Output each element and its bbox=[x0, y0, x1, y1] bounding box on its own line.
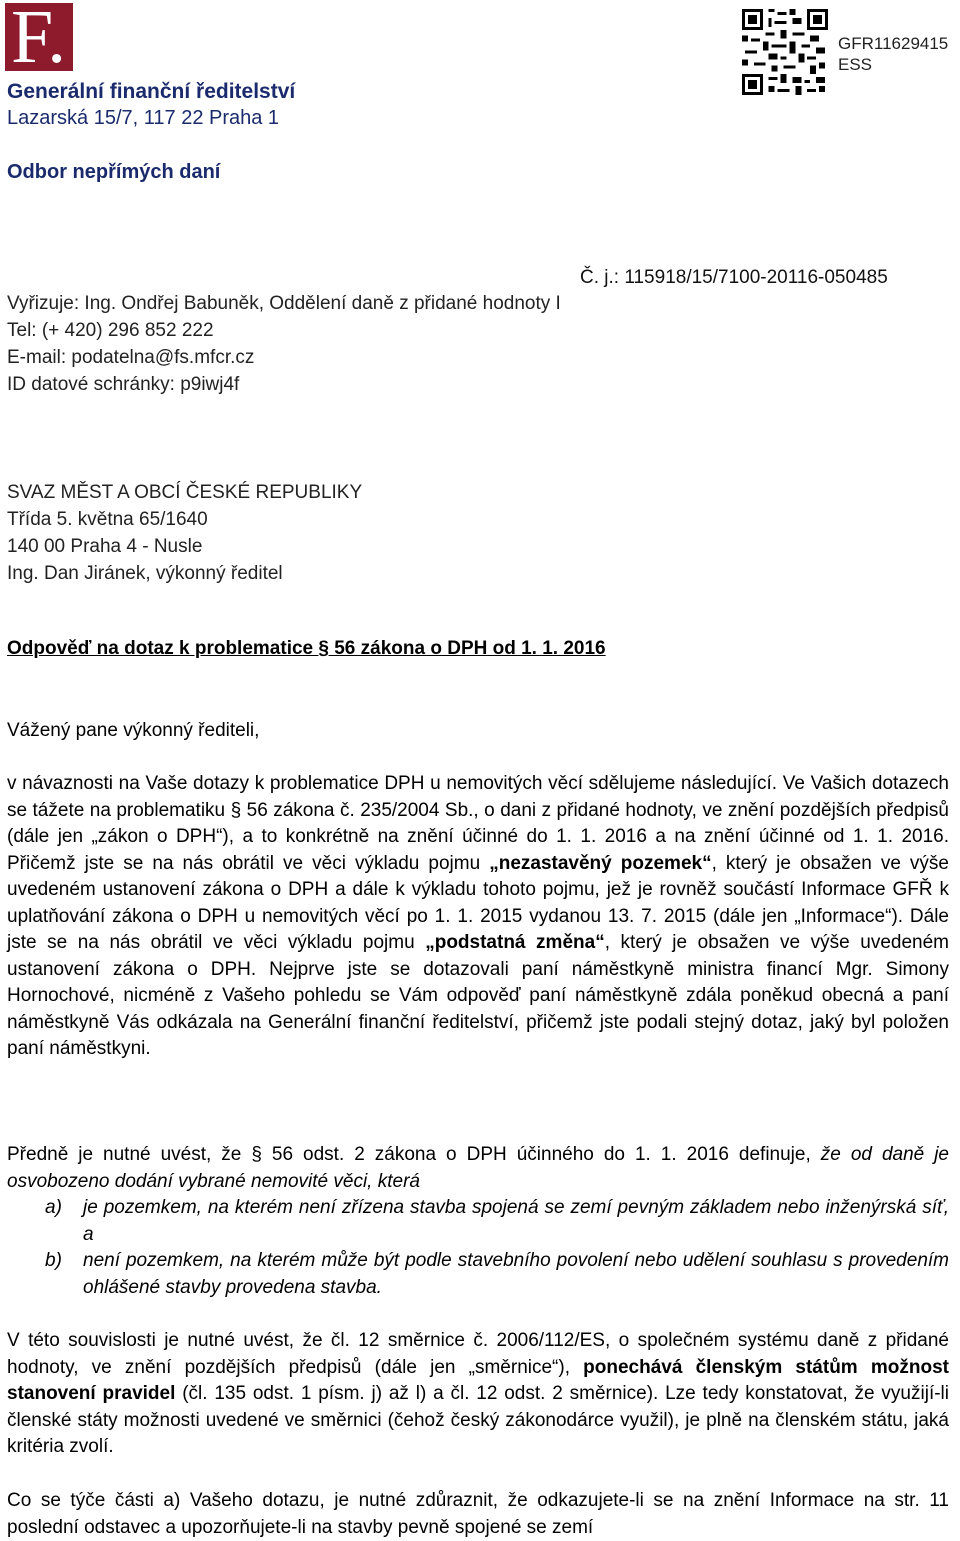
paragraph-3-text: V této souvislosti je nutné uvést, že čl. 12 směrnice č. 2006/112/ES, o společném systému daně z přidané hodnoty, ve znění pozdějších předpisů (dále jen „směrnice“), bbox=[7, 1330, 949, 1378]
term-unbuilt-land: „nezastavěný pozemek“ bbox=[489, 852, 712, 874]
reference-number: Č. j.: 115918/15/7100-20116-050485 bbox=[580, 267, 888, 288]
financial-administration-logo bbox=[5, 0, 73, 79]
paragraph-3-text: (čl. 135 odst. 1 písm. j) až l) a čl. 12 odst. 2 směrnice). Lze tedy konstatovat, že využijí-li členské státy možnosti uvedené ve směrnici (čehož český zákonodárce využil), je plně na členském státu, jaká kritéria zvolí. bbox=[7, 1383, 949, 1457]
contact-handler: Vyřizuje: Ing. Ondřej Babuněk, Oddělení daně z přidané hodnoty I bbox=[7, 293, 561, 314]
exemption-conditions-list bbox=[45, 1195, 949, 1301]
contact-phone: Tel: (+ 420) 296 852 222 bbox=[7, 320, 214, 341]
paragraph-2-text: Předně je nutné uvést, že § 56 odst. 2 zákona o DPH účinného do 1. 1. 2016 definuje, bbox=[7, 1144, 821, 1165]
paragraph-1-text: v návaznosti na Vaše dotazy k problematice DPH u nemovitých věcí sdělujeme následující. Ve Vašich dotazech se tážete na problematiku § 56 zákona č. 235/2004 Sb., o dani z přidané hodnoty, ve znění pozdějších předpisů (dále jen „zákon o DPH“), a to konkrétně na znění účinné do 1. 1. 2016 a na znění účinné od 1. 1. 2016. Přičemž jste se na nás obrátil ve věci výkladu pojmu bbox=[7, 773, 949, 874]
paragraph-2 bbox=[7, 1142, 949, 1195]
paragraph-2-quote: že od daně je osvobozeno dodání vybrané nemovité věci, která bbox=[7, 1144, 949, 1192]
recipient-person: Ing. Dan Jiránek, výkonný ředitel bbox=[7, 563, 283, 584]
paragraph-4-text: Co se týče části a) Vašeho dotazu, je nutné zdůraznit, že odkazujete-li se na znění Informace na str. 11 poslední odstavec a upozorňujete-li na stavby pevně spojené se zemí bbox=[7, 1490, 949, 1538]
list-item bbox=[45, 1195, 949, 1248]
recipient-block bbox=[7, 479, 362, 587]
contact-email: E-mail: podatelna@fs.mfcr.cz bbox=[7, 347, 255, 368]
document-id-suffix: ESS bbox=[838, 55, 873, 74]
list-item-text: není pozemkem, na kterém může být podle stavebního povolení nebo udělení souhlasu s provedením ohlášené stavby provedena stavba. bbox=[83, 1250, 949, 1298]
letter-subject: Odpověď na dotaz k problematice § 56 zákona o DPH od 1. 1. 2016 bbox=[7, 638, 606, 659]
paragraph-1 bbox=[7, 771, 949, 1063]
department-name: Odbor nepřímých daní bbox=[7, 161, 221, 183]
document-id-code: GFR11629415 bbox=[838, 34, 949, 53]
list-item bbox=[45, 1248, 949, 1301]
recipient-name: SVAZ MĚST A OBCÍ ČESKÉ REPUBLIKY bbox=[7, 482, 363, 503]
recipient-city: 140 00 Praha 4 - Nusle bbox=[7, 536, 203, 557]
paragraph-4 bbox=[7, 1488, 949, 1541]
list-marker: a) bbox=[45, 1197, 62, 1218]
list-marker: b) bbox=[45, 1250, 62, 1271]
salutation: Vážený pane výkonný řediteli, bbox=[7, 720, 260, 741]
document-id-label bbox=[838, 33, 948, 75]
contact-data-box: ID datové schránky: p9iwj4f bbox=[7, 374, 240, 395]
qr-code-icon bbox=[742, 9, 828, 95]
contact-block bbox=[7, 290, 561, 398]
logo-letter: F. bbox=[11, 0, 67, 79]
paragraph-3 bbox=[7, 1328, 949, 1461]
organization-address: Lazarská 15/7, 117 22 Praha 1 bbox=[7, 107, 280, 129]
paragraph-1-text: , který je obsažen ve výše uvedeném ustanovení zákona o DPH. Nejprve jste se dotazovali paní náměstkyně ministra financí Mgr. Simony Hornochové, nicméně z Vašeho pohledu se Vám odpověď paní náměstkyně zdála poněkud obecná a paní náměstkyně Vás odkázala na Generální finanční ředitelství, přičemž jste podali stejný dotaz, jaký byl položen paní náměstkyni. bbox=[7, 932, 949, 1059]
term-substantial-change: „podstatná změna“ bbox=[425, 932, 605, 953]
organization-name: Generální finanční ředitelství bbox=[7, 80, 296, 103]
list-item-text: je pozemkem, na kterém není zřízena stavba spojená se zemí pevným základem nebo inženýrská síť, a bbox=[83, 1197, 949, 1245]
recipient-street: Třída 5. května 65/1640 bbox=[7, 509, 208, 530]
paragraph-1-text: , který je obsažen ve výše uvedeném ustanovení zákona o DPH a dále k výkladu tohoto pojmu, jež je rovněž součástí Informace GFŘ k uplatňování zákona o DPH u nemovitých věcí po 1. 1. 2015 vydanou 13. 7. 2015 (dále jen „Informace“). Dále jste se na nás obrátil ve věci výkladu pojmu bbox=[7, 852, 949, 953]
paragraph-3-emphasis: ponechává členským státům možnost stanovení pravidel bbox=[7, 1356, 949, 1404]
